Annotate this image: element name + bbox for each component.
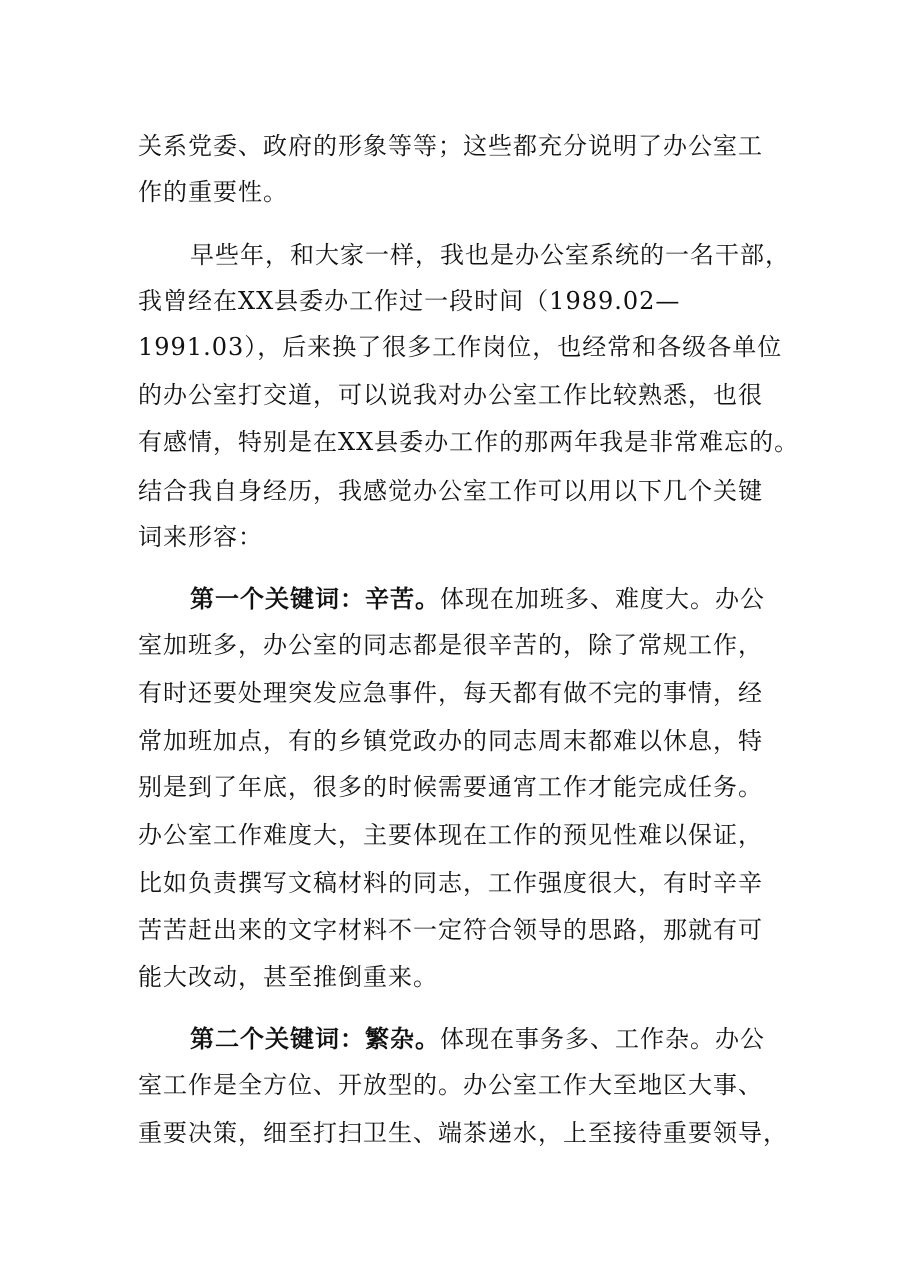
text-line: 能大改动，甚至推倒重来。	[138, 963, 438, 991]
text-line: 的办公室打交道，可以说我对办公室工作比较熟悉，也很	[138, 381, 763, 409]
text-line: 室加班多，办公室的同志都是很辛苦的，除了常规工作，	[138, 631, 763, 659]
text-line: 办公室工作难度大，主要体现在工作的预见性难以保证，	[138, 821, 763, 849]
text-line: 有时还要处理突发应急事件，每天都有做不完的事情，经	[138, 679, 763, 707]
text-span: 体现在加班多、难度大。办公	[440, 585, 765, 613]
text-line: 1991.03），后来换了很多工作岗位，也经常和各级各单位	[138, 333, 783, 361]
text-line: 词来形容：	[138, 523, 263, 551]
text-line: 早些年，和大家一样，我也是办公室系统的一名干部，	[190, 241, 790, 269]
keyword-heading: 第一个关键词：辛苦。	[190, 585, 440, 613]
text-line: 重要决策，细至打扫卫生、端茶递水，上至接待重要领导，	[138, 1119, 788, 1147]
text-line: 苦苦赶出来的文字材料不一定符合领导的思路，那就有可	[138, 916, 763, 944]
paragraph-first-line	[190, 1024, 765, 1054]
text-line: 结合我自身经历，我感觉办公室工作可以用以下几个关键	[138, 477, 763, 505]
text-line: 比如负责撰写文稿材料的同志，工作强度很大，有时辛辛	[138, 869, 763, 897]
text-line: 关系党委、政府的形象等等；这些都充分说明了办公室工	[138, 132, 763, 160]
text-line: 作的重要性。	[138, 178, 288, 206]
text-span: 体现在事务多、工作杂。办公	[440, 1025, 765, 1053]
paragraph-first-line	[190, 584, 765, 614]
text-line: 室工作是全方位、开放型的。办公室工作大至地区大事、	[138, 1071, 763, 1099]
keyword-heading: 第二个关键词：繁杂。	[190, 1025, 440, 1053]
text-line: 常加班加点，有的乡镇党政办的同志周末都难以休息，特	[138, 727, 763, 755]
text-line: 别是到了年底，很多的时候需要通宵工作才能完成任务。	[138, 773, 763, 801]
text-line: 有感情，特别是在XX县委办工作的那两年我是非常难忘的。	[138, 428, 800, 456]
text-line: 我曾经在XX县委办工作过一段时间（1989.02—	[138, 287, 681, 315]
